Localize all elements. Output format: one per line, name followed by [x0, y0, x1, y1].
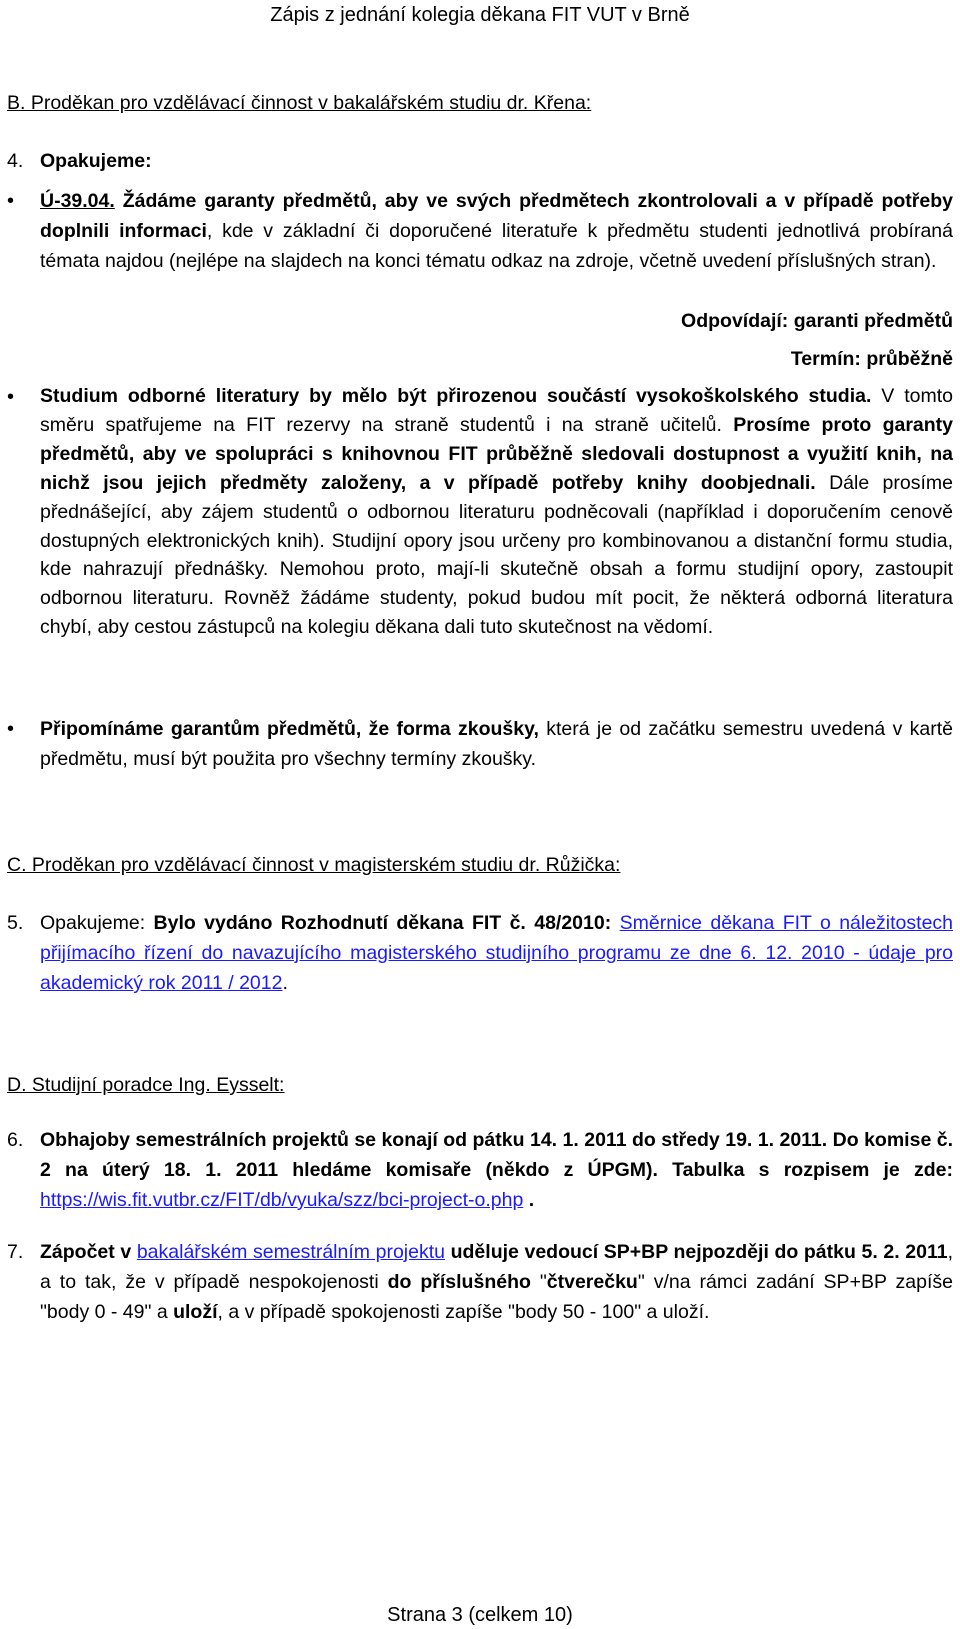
reference-code: Ú-39.04.: [40, 190, 115, 212]
item-7-text: Zápočet v bakalářském semestrálním projektu uděluje vedoucí SP+BP nejpozději do pátku 5. 2. 2011, a to tak, že v případě nespokojenosti do příslušného "čtverečku" v/na rámci zadání SP+BP zapíše "body 0 - 49" a uloží, a v případě spokojenosti zapíše "body 50 - 100" a uloží.: [40, 1241, 953, 1323]
section-d-heading: D. Studijní poradce Ing. Eysselt:: [7, 1074, 285, 1096]
item-7-number: 7.: [7, 1241, 24, 1263]
bullet-1-text: , kde v základní či doporučené literatuře k předmětu studenti jednotlivá probíraná témata najdou (nejlépe na slajdech na konci tématu odkaz na zdroje, včetně uvedení příslušných stran).: [40, 220, 953, 272]
item-4-bullet-3: [40, 714, 953, 774]
item-4-bullet-2: [40, 382, 953, 642]
bullet-3-text: která je od začátku semestru uvedená v kartě předmětu, musí být použita pro všechny termíny zkoušky.: [40, 718, 953, 770]
deadline-line: Termín: průběžně: [790, 348, 953, 370]
item-4-number: 4.: [7, 150, 24, 172]
bullet-1-bold: Žádáme garanty předmětů, aby ve svých předmětech zkontrolovali a v případě potřeby doplnili informaci: [40, 190, 953, 242]
page-footer: Strana 3 (celkem 10): [387, 1604, 573, 1626]
bullet-2-text-2: Dále prosíme přednášející, aby zájem studentů o odbornou literaturu podněcovali (například i doporučením cenově dostupných elektronických knih). Studijní opory jsou určeny pro kombinovanou a distanční formu studia, kde nahrazují přednášky. Nemohou proto, mají-li skutečně obsah a formu studijní opory, zastoupit odbornou literaturu. Rovněž žádáme studenty, pokud budou mít pocit, že některá odborná literatura chybí, aby cestou zástupců na kolegiu děkana dali tuto skutečnost na vědomí.: [40, 471, 953, 639]
bullet-icon: •: [7, 718, 15, 740]
directive-link[interactable]: Směrnice děkana FIT o náležitostech přijímacího řízení do navazujícího magisterského studijního programu ze dne 6. 12. 2010 - údaje pro akademický rok 2011 / 2012: [40, 912, 954, 994]
item-5-intro: Opakujeme:: [40, 912, 154, 934]
section-b-heading: B. Proděkan pro vzdělávací činnost v bakalářském studiu dr. Křena:: [7, 92, 592, 114]
bullet-icon: •: [7, 190, 15, 212]
item-5-number: 5.: [7, 912, 24, 934]
item-6-number: 6.: [7, 1129, 24, 1151]
schedule-link[interactable]: https://wis.fit.vutbr.cz/FIT/db/vyuka/szz/bci-project-o.php: [40, 1189, 524, 1211]
bullet-2-bold-1: Studium odborné literatury by mělo být přirozenou součástí vysokoškolského studia.: [40, 385, 872, 407]
bullet-2-bold-2: Prosíme proto garanty předmětů, aby ve spolupráci s knihovnou FIT průběžně sledovali dostupnost a využití knih, na nichž jsou jejich předměty založeny, a v případě potřeby knihy doobjednali.: [40, 413, 954, 494]
bullet-3-bold: Připomínáme garantům předmětů, že forma zkoušky,: [40, 718, 539, 740]
item-6-bold: Obhajoby semestrálních projektů se konají od pátku 14. 1. 2011 do středy 19. 1. 2011. Do komise č. 2 na úterý 18. 1. 2011 hledáme komisaře (někdo z ÚPGM). Tabulka s rozpisem je zde:: [40, 1129, 953, 1181]
bullet-icon: •: [7, 386, 15, 408]
item-4-title: Opakujeme:: [40, 150, 152, 172]
responsible-line: Odpovídají: garanti předmětů: [681, 310, 953, 332]
section-c-heading: C. Proděkan pro vzdělávací činnost v magisterském studiu dr. Růžička:: [7, 854, 621, 876]
semester-project-link[interactable]: bakalářském semestrálním projektu: [136, 1241, 445, 1263]
item-4-bullet-1: [40, 186, 953, 276]
bullet-2-text-1: V tomto směru spatřujeme na FIT rezervy na straně studentů i na straně učitelů.: [40, 385, 953, 436]
page-header: Zápis z jednání kolegia děkana FIT VUT v Brně: [270, 4, 690, 26]
item-5-text: Opakujeme: Bylo vydáno Rozhodnutí děkana FIT č. 48/2010: Směrnice děkana FIT o náležitostech přijímacího řízení do navazujícího magisterského studijního programu ze dne 6. 12. 2010 - údaje pro akademický rok 2011 / 2012.: [40, 912, 954, 994]
item-5-bold: Bylo vydáno Rozhodnutí děkana FIT č. 48/2010:: [153, 912, 612, 934]
item-6-text: Obhajoby semestrálních projektů se konají od pátku 14. 1. 2011 do středy 19. 1. 2011. Do komise č. 2 na úterý 18. 1. 2011 hledáme komisaře (někdo z ÚPGM). Tabulka s rozpisem je zde: https://wis.fit.vutbr.cz/FIT/db/vyuka/szz/bci-project-o.php .: [40, 1129, 953, 1211]
